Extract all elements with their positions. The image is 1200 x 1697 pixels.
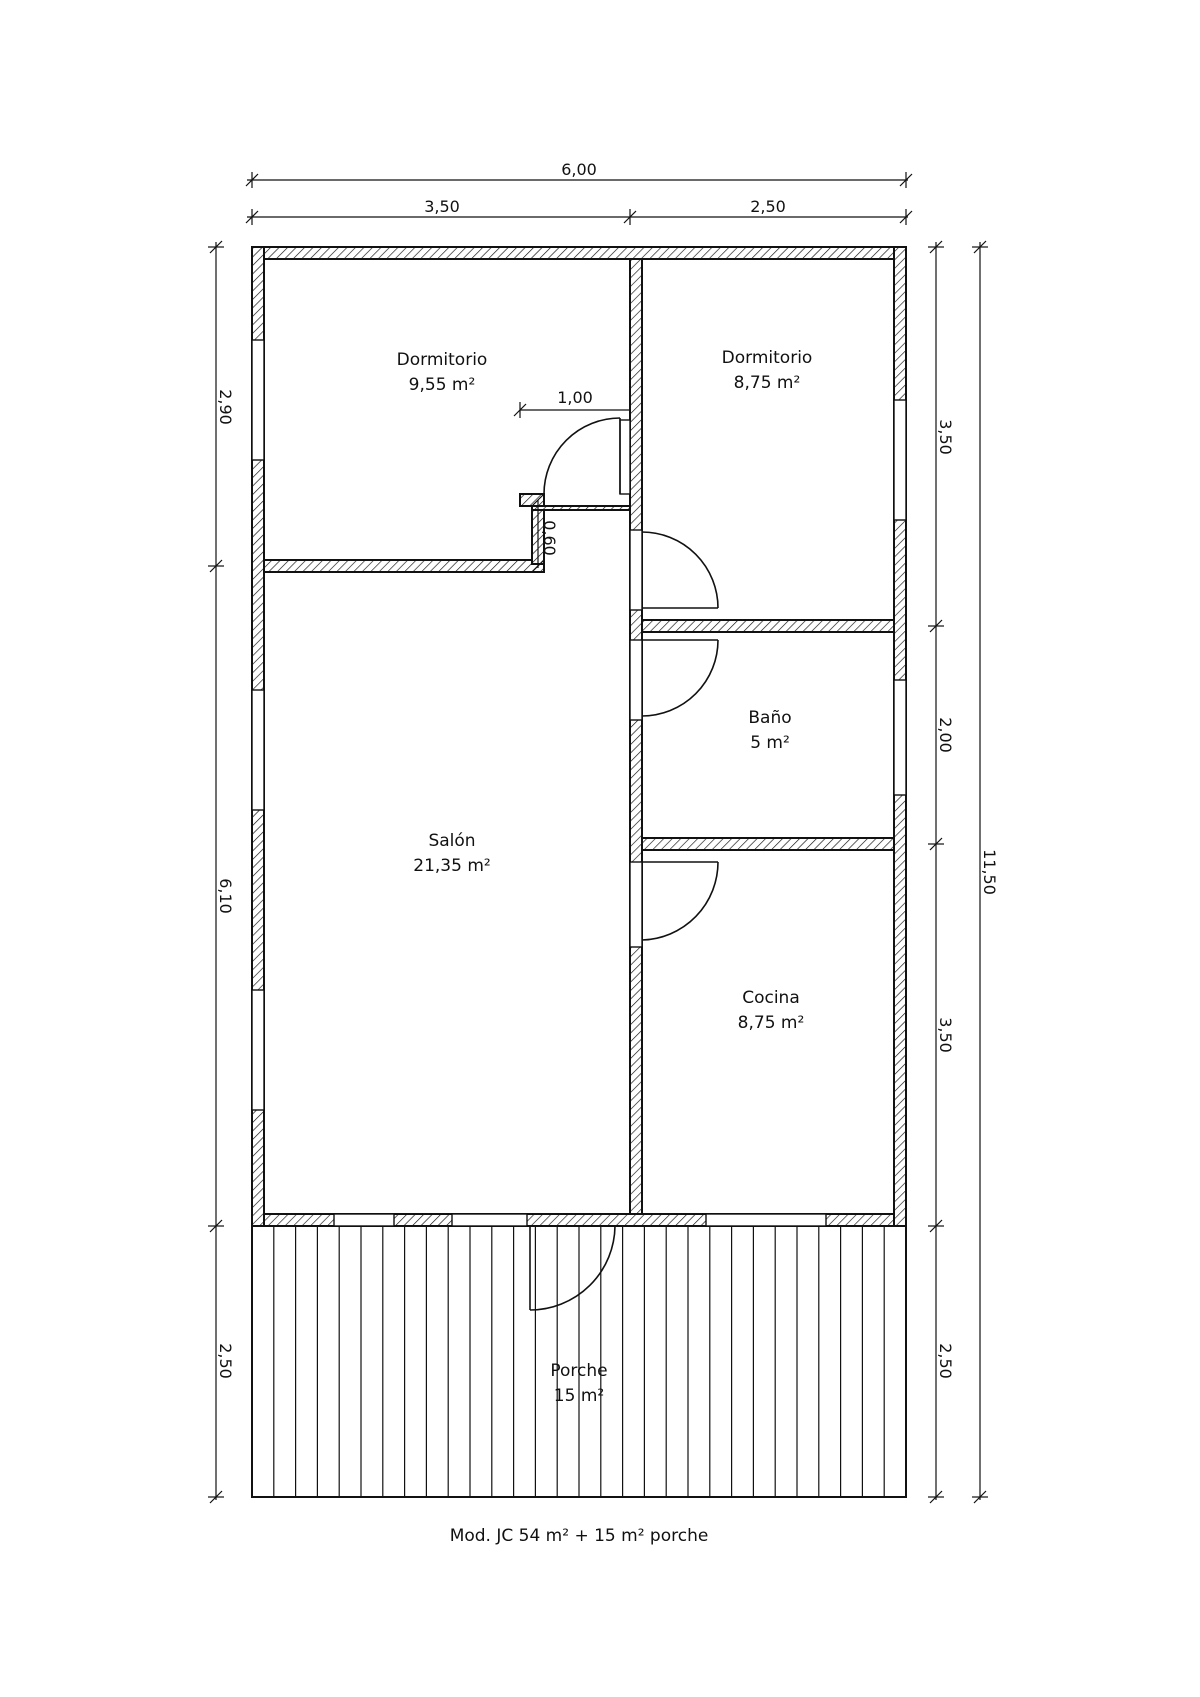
room-area-bano: 5 m² — [750, 733, 790, 753]
windows — [252, 340, 906, 1226]
room-area-cocina: 8,75 m² — [737, 1013, 805, 1033]
dim-total-height: 11,50 — [980, 849, 999, 895]
room-area-salon: 21,35 m² — [413, 856, 491, 876]
room-name-porche: Porche — [550, 1361, 608, 1381]
door-dorm2 — [642, 532, 718, 608]
dim-total-width: 6,00 — [561, 160, 597, 179]
dim-right-cocina-height: 3,50 — [936, 1017, 955, 1053]
dim-left-dorm-height: 2,90 — [216, 389, 235, 425]
room-name-salon: Salón — [428, 831, 476, 851]
room-area-dormitorio-2: 8,75 m² — [733, 373, 801, 393]
door-cocina — [642, 862, 718, 940]
room-name-bano: Baño — [748, 708, 792, 728]
door-bano — [642, 640, 718, 716]
dim-left-porch-height: 2,50 — [216, 1343, 235, 1379]
door-gap-dorm1 — [620, 420, 630, 494]
window-bottom-cocina — [706, 1214, 826, 1226]
room-area-dormitorio-1: 9,55 m² — [408, 375, 476, 395]
room-area-porche: 15 m² — [553, 1386, 605, 1406]
dim-right-bano-height: 2,00 — [936, 717, 955, 753]
door-gap-dorm2 — [630, 530, 642, 610]
window-left-salon-2 — [252, 990, 264, 1110]
dim-closet-depth: 0,60 — [540, 520, 559, 556]
dim-right-dorm-height: 3,50 — [936, 419, 955, 455]
door-gap-cocina — [630, 862, 642, 947]
room-name-dormitorio-2: Dormitorio — [721, 348, 813, 368]
door-gap-bano — [630, 640, 642, 720]
window-left-dorm — [252, 340, 264, 460]
room-name-dormitorio-1: Dormitorio — [396, 350, 488, 370]
window-right-dorm — [894, 400, 906, 520]
window-bottom-salon-door — [452, 1214, 527, 1226]
dim-left-width: 3,50 — [424, 197, 460, 216]
dim-closet-width: 1,00 — [557, 388, 593, 407]
window-left-salon-1 — [252, 690, 264, 810]
dimension-labels — [216, 160, 999, 1379]
dim-left-salon-height: 6,10 — [216, 878, 235, 914]
room-name-cocina: Cocina — [742, 988, 800, 1008]
window-bottom-salon-1 — [334, 1214, 394, 1226]
dim-right-porch-height: 2,50 — [936, 1343, 955, 1379]
dim-right-width: 2,50 — [750, 197, 786, 216]
window-right-bano — [894, 680, 906, 795]
plan-caption: Mod. JC 54 m² + 15 m² porche — [449, 1526, 709, 1546]
door-dorm1 — [544, 418, 620, 494]
